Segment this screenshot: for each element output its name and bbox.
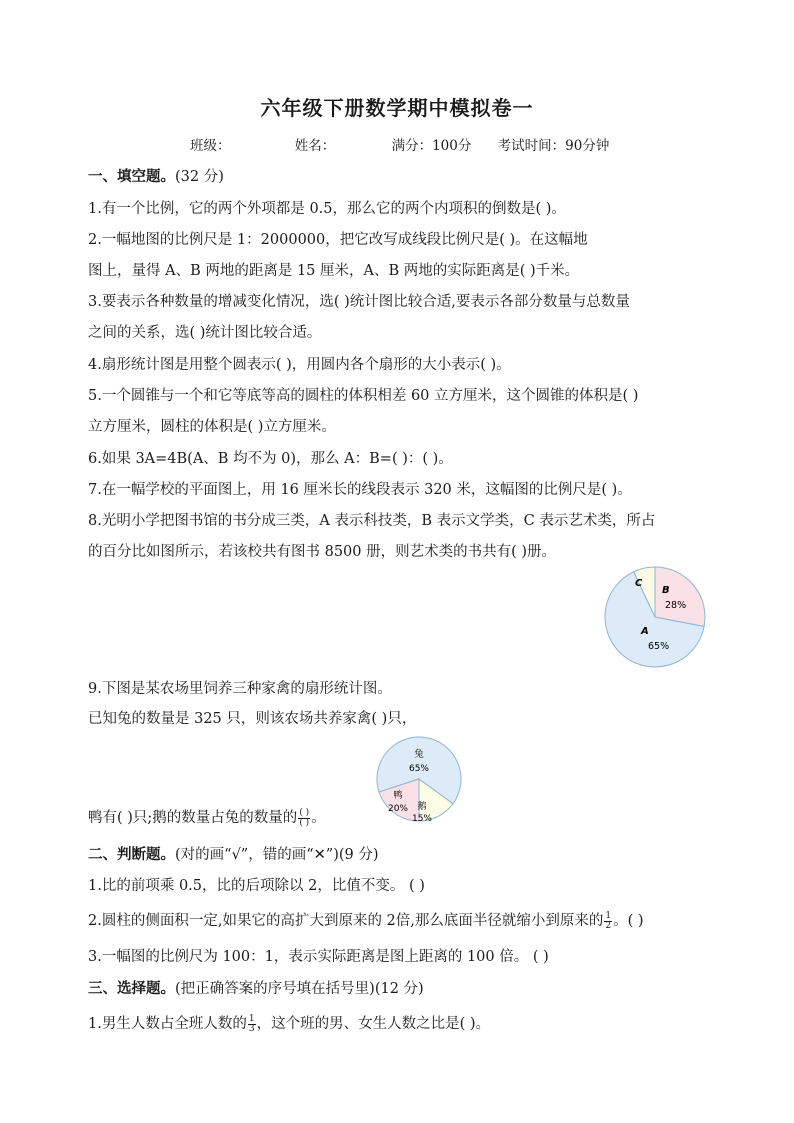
choice-1-end: ，这个班的男、女生人数之比是( )。 xyxy=(256,1016,490,1032)
page-title: 六年级下册数学期中模拟卷一 xyxy=(260,96,534,120)
pie-slice-b xyxy=(655,567,705,626)
pie-label-a: A xyxy=(641,626,649,637)
book-category-pie-chart xyxy=(600,562,710,672)
question-2-line-1: 2.一幅地图的比例尺是 1：2000000，把它改写成线段比例尺是( )。在这幅地 xyxy=(88,232,588,248)
fraction-numerator: 1 xyxy=(248,1013,255,1024)
pie-label-b-percent: 28% xyxy=(665,600,687,611)
pie-label-goose-percent: 15% xyxy=(411,814,433,824)
class-field-label: 班级： xyxy=(190,138,231,154)
pie-label-rabbit-percent: 65% xyxy=(408,764,430,774)
question-2-line-2: 图上，量得 A、B 两地的距离是 15 厘米，A、B 两地的实际距离是( )千米。 xyxy=(88,263,580,279)
pie-label-b: B xyxy=(662,585,670,596)
question-1: 1.有一个比例，它的两个外项都是 0.5，那么它的两个内项积的倒数是( )。 xyxy=(88,201,566,217)
question-4: 4.扇形统计图是用整个圆表示( )，用圆内各个扇形的大小表示( )。 xyxy=(88,357,511,373)
question-5-line-2: 立方厘米，圆柱的体积是( )立方厘米。 xyxy=(88,419,336,435)
pie-label-rabbit: 兔 xyxy=(414,749,424,760)
question-9-line-3-end: 。 xyxy=(311,810,326,826)
name-field-label: 姓名： xyxy=(294,138,336,154)
question-3-line-2: 之间的关系，选( )统计图比较合适。 xyxy=(88,325,322,341)
question-8-line-1: 8.光明小学把图书馆的书分成三类，A 表示科技类，B 表示文学类，C 表示艺术类，所占 xyxy=(88,513,656,529)
fraction-denominator: 3 xyxy=(248,1023,255,1034)
question-9-line-1: 9.下图是某农场里饲养三种家禽的扇形统计图。 xyxy=(88,681,392,697)
question-5-line-1: 5.一个圆锥与一个和它等底等高的圆柱的体积相差 60 立方厘米，这个圆锥的体积是( ) xyxy=(88,388,639,404)
question-9-line-3-text: 鸭有( )只;鹅的数量占兔的数量的 xyxy=(88,810,298,826)
question-9-line-2: 已知兔的数量是 325 只，则该农场共养家禽( )只， xyxy=(88,711,417,727)
question-9-line-3 xyxy=(88,806,326,828)
section-2-title: 二、判断题。 xyxy=(88,847,175,863)
score-info: 满分：100分 xyxy=(391,138,472,154)
question-3-line-1: 3.要表示各种数量的增减变化情况，选( )统计图比较合适,要表示各部分数量与总数量 xyxy=(88,294,630,310)
section-2-heading xyxy=(88,843,379,864)
question-7: 7.在一幅学校的平面图上，用 16 厘米长的线段表示 320 米，这幅图的比例尺是( )。 xyxy=(88,482,632,498)
section-1-note: (32 分) xyxy=(175,169,224,185)
judgement-3: 3.一幅图的比例尺为 100：1，表示实际距离是图上距离的 100 倍。 ( ) xyxy=(88,949,549,965)
pie-label-c: C xyxy=(635,578,643,589)
info-bar xyxy=(190,134,615,154)
blank-fraction-denominator: ( ) xyxy=(299,817,310,828)
time-info: 考试时间：90分钟 xyxy=(497,138,610,154)
judgement-2 xyxy=(88,909,644,931)
pie-label-duck-percent: 20% xyxy=(387,804,409,814)
judgement-1: 1.比的前项乘 0.5，比的后项除以 2，比值不变。 ( ) xyxy=(88,878,425,894)
fraction-denominator: 2 xyxy=(605,920,612,931)
fraction-numerator: 1 xyxy=(605,910,612,921)
pie-label-a-percent: 65% xyxy=(648,641,670,652)
pie-label-goose: 鹅 xyxy=(417,802,427,812)
section-1-heading xyxy=(88,165,224,186)
section-2-note: (对的画“√”，错的画“✕”)(9 分) xyxy=(175,847,379,863)
poultry-pie-chart xyxy=(374,734,464,824)
choice-1-text: 1.男生人数占全班人数的 xyxy=(88,1016,247,1032)
blank-fraction xyxy=(298,809,310,828)
fraction-one-third xyxy=(248,1015,256,1034)
fraction-one-half xyxy=(604,912,612,931)
section-1-title: 一、填空题。 xyxy=(88,169,175,185)
choice-1 xyxy=(88,1012,490,1034)
section-3-title: 三、选择题。 xyxy=(88,981,175,997)
section-3-note: (把正确答案的序号填在括号里)(12 分) xyxy=(175,981,424,997)
pie-label-duck: 鸭 xyxy=(393,791,403,801)
section-3-heading xyxy=(88,977,424,998)
blank-fraction-numerator: ( ) xyxy=(299,807,310,818)
judgement-2-end: 。( ) xyxy=(613,913,644,929)
question-6: 6.如果 3A=4B(A、B 均不为 0)，那么 A：B=( )：( )。 xyxy=(88,451,453,467)
question-8-line-2: 的百分比如图所示，若该校共有图书 8500 册，则艺术类的书共有( )册。 xyxy=(88,544,557,560)
judgement-2-text: 2.圆柱的侧面积一定,如果它的高扩大到原来的 2倍,那么底面半径就缩小到原来的 xyxy=(88,913,604,929)
